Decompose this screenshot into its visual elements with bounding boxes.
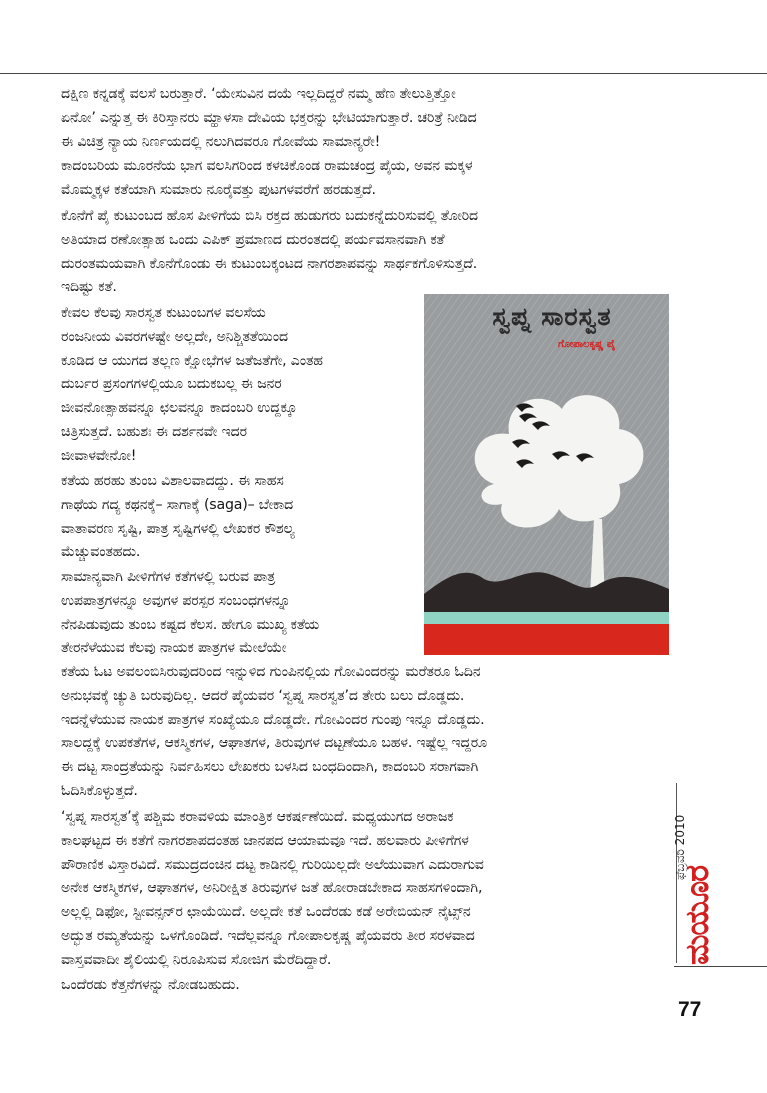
article-paragraph: ಸಾಮಾನ್ಯವಾಗಿ ಪೀಳಿಗೆಗಳ ಕತೆಗಳಲ್ಲಿ ಬರುವ ಪಾತ್ರ ಉಪಪಾತ್ರಗಳನ್ನೂ ಅವುಗಳ ಪರಸ್ಪರ ಸಂಬಂಧಗಳನ್ನೂ ನೆನಪಿಡುವುದು ತುಂಬ ಕಷ್ಟದ ಕೆಲಸ. ಹೇಗೂ ಮುಖ್ಯ ಕತೆಯ ತೇರನೆಳೆಯುವ ಕೆಲವು ನಾಯಕ ಪಾತ್ರಗಳ ಮೇಲೆಯೇ: [61, 569, 320, 657]
article-paragraph: ಕೊನೆಗೆ ಪೈ ಕುಟುಂಬದ ಹೊಸ ಪೀಳಿಗೆಯ ಬಿಸಿ ರಕ್ತದ ಹುಡುಗರು ಬದುಕನ್ನೆದುರಿಸುವಲ್ಲಿ ತೋರಿದ ಅತಿಯಾದ ರಣೋತ್ಸಾಹ ಒಂದು ಎಪಿಕ್ ಪ್ರಮಾಣದ ದುರಂತದಲ್ಲಿ ಪರ್ಯವಸಾನವಾಗಿ ಕತೆ ದುರಂತಮಯವಾಗಿ ಕೊನೆಗೊಂಡು ಈ ಕುಟುಂಬಕ್ಕಂಟದ ನಾಗರಶಾಪವನ್ನು ಸಾರ್ಥಕಗೊಳಿಸುತ್ತದೆ. ಇದಿಷ್ಟು ಕತೆ.: [61, 208, 479, 296]
book-cover-image: [424, 294, 669, 655]
page-number: 77: [678, 998, 702, 1021]
footer-rule: [674, 966, 767, 967]
magazine-name: ಮಯೂರ: [678, 865, 716, 965]
article-paragraph: ಕಾದಂಬರಿಯ ಮೂರನೆಯ ಭಾಗ ವಲಸಿಗರಿಂದ ಕಳಚಿಕೊಂಡ ರಾಮಚಂದ್ರ ಪೈಯ, ಅವನ ಮಕ್ಕಳ ಮೊಮ್ಮಕ್ಕಳ ಕತೆಯಾಗಿ ಸುಮಾರು ನೂರೈವತ್ತು ಪುಟಗಳವರೆಗೆ ಹರಡುತ್ತದೆ.: [61, 158, 473, 198]
article-paragraph: ಒಂದೆರಡು ಕೆತ್ತನೆಗಳನ್ನು ನೋಡಬಹುದು.: [61, 977, 240, 993]
article-paragraph: ಕೇವಲ ಕೆಲವು ಸಾರಸ್ವತ ಕುಟುಂಬಗಳ ವಲಸೆಯ ರಂಜನೀಯ ವಿವರಗಳಷ್ಟೇ ಅಲ್ಲದೇ, ಅನಿಶ್ಚಿತತೆಯಿಂದ ಕೂಡಿದ ಆ ಯುಗದ ತಲ್ಲಣ ಕ್ಷೋಭೆಗಳ ಜತೆಜತೆಗೇ, ಎಂತಹ ದುರ್ಬರ ಪ್ರಸಂಗಗಳಲ್ಲಿಯೂ ಬದುಕಬಲ್ಲ ಈ ಜನರ ಜೀವನೋತ್ಸಾಹವನ್ನೂ ಛಲವನ್ನೂ ಕಾದಂಬರಿ ಉದ್ದಕ್ಕೂ ಚಿತ್ರಿಸುತ್ತದೆ. ಬಹುಶಃ ಈ ದರ್ಶನವೇ ಇದರ ಜೀವಾಳವೇನೋ!: [61, 305, 323, 464]
article-paragraph: ದಕ್ಷಿಣ ಕನ್ನಡಕ್ಕೆ ವಲಸೆ ಬರುತ್ತಾರೆ. ‘ಯೇಸುವಿನ ದಯೆ ಇಲ್ಲದಿದ್ದರೆ ನಮ್ಮ ಹೆಣ ತೇಲುತ್ತಿತ್ತೋ ಏನೋ’ ಎನ್ನುತ್ತ ಈ ಕಿರಿಸ್ತಾನರು ಮ್ಹಾಳಸಾ ದೇವಿಯ ಭಕ್ತರನ್ನು ಭೇಟಿಯಾಗುತ್ತಾರೆ. ಚರಿತ್ರೆ ನೀಡಿದ ಈ ವಿಚಿತ್ರ ನ್ಯಾಯ ನಿರ್ಣಯದಲ್ಲಿ ನಲುಗಿದವರೂ ಗೋವೆಯ ಸಾಮಾನ್ಯರೇ!: [61, 86, 477, 150]
article-paragraph: ‘ಸ್ವಪ್ನ ಸಾರಸ್ವತ’ಕ್ಕೆ ಪಶ್ಚಿಮ ಕರಾವಳಿಯ ಮಾಂತ್ರಿಕ ಆಕರ್ಷಣೆಯಿದೆ. ಮಧ್ಯಯುಗದ ಅರಾಜಕ ಕಾಲಘಟ್ಟದ ಈ ಕತೆಗೆ ನಾಗರಶಾಪದಂತಹ ಜಾನಪದ ಆಯಾಮವೂ ಇದೆ. ಹಲವಾರು ಪೀಳಿಗೆಗಳ ಪೌರಾಣಿಕ ವಿಸ್ತಾರವಿದೆ. ಸಮುದ್ರದಂಚಿನ ದಟ್ಟ ಕಾಡಿನಲ್ಲಿ ಗುರಿಯಿಲ್ಲದೇ ಅಲೆಯುವಾಗ ಎದುರಾಗುವ ಅನೇಕ ಆಕಸ್ಮಿಕಗಳ, ಆಘಾತಗಳ, ಅನಿರೀಕ್ಷಿತ ತಿರುವುಗಳ ಜತೆ ಹೋರಾಡಬೇಕಾದ ಸಾಹಸಗಳಿಂದಾಗಿ, ಅಲ್ಲಲ್ಲಿ ಡಿಫೋ, ಸ್ಟೀವನ್ಸನ್‌ರ ಛಾಯೆಯಿದೆ. ಅಲ್ಲದೇ ಕತೆ ಒಂದೆರಡು ಕಡೆ ಅರೇಬಿಯನ್ ನೈಟ್ಸ್‌ನ ಅದ್ಭುತ ರಮ್ಯತೆಯನ್ನು ಒಳಗೊಂಡಿದೆ. ಇದೆಲ್ಲವನ್ನೂ ಗೋಪಾಲಕೃಷ್ಣ ಪೈಯವರು ತೀರ ಸರಳವಾದ ವಾಸ್ತವವಾದೀ ಶೈಲಿಯಲ್ಲಿ ನಿರೂಪಿಸುವ ಸೋಜಿಗ ಮೆರೆದಿದ್ದಾರೆ.: [61, 809, 484, 968]
cover-water: [424, 612, 669, 624]
issue-date: ಫೆಬ್ರವರಿ 2010: [673, 814, 687, 880]
cover-author: ಗೋಪಾಲಕೃಷ್ಣ ಪೈ: [558, 339, 616, 350]
header-rule: [0, 73, 767, 74]
article-paragraph: ಕತೆಯ ಓಟ ಅವಲಂಬಿಸಿರುವುದರಿಂದ ಇನ್ನುಳಿದ ಗುಂಪಿನಲ್ಲಿಯ ಗೋವಿಂದರನ್ನು ಮರೆತರೂ ಓದಿನ ಅನುಭವಕ್ಕೆ ಚ್ಯುತಿ ಬರುವುದಿಲ್ಲ. ಆದರೆ ಪೈಯವರ ‘ಸ್ವಪ್ನ ಸಾರಸ್ವತ’ದ ತೇರು ಬಲು ದೊಡ್ಡದು. ಇದನ್ನೆಳೆಯುವ ನಾಯಕ ಪಾತ್ರಗಳ ಸಂಖ್ಯೆಯೂ ದೊಡ್ಡದೇ. ಗೋವಿಂದರ ಗುಂಪು ಇನ್ನೂ ದೊಡ್ಡದು. ಸಾಲದ್ದಕ್ಕೆ ಉಪಕತೆಗಳ, ಆಕಸ್ಮಿಕಗಳ, ಆಘಾತಗಳ, ತಿರುವುಗಳ ದಟ್ಟಣೆಯೂ ಬಹಳ. ಇಷ್ಟೆಲ್ಲ ಇದ್ದರೂ ಈ ದಟ್ಟ ಸಾಂದ್ರತೆಯನ್ನು ನಿರ್ವಹಿಸಲು ಲೇಖಕರು ಬಳಸಿದ ಬಂಧದಿಂದಾಗಿ, ಕಾದಂಬರಿ ಸರಾಗವಾಗಿ ಓದಿಸಿಕೊಳ್ಳುತ್ತದೆ.: [61, 664, 488, 799]
article-paragraph: ಕತೆಯ ಹರಹು ತುಂಬ ವಿಶಾಲವಾದದ್ದು. ಈ ಸಾಹಸ ಗಾಥೆಯ ಗದ್ಯ ಕಥನಕ್ಕೆ– ಸಾಗಾಕ್ಕೆ (saga)– ಬೇಕಾದ ವಾತಾವರಣ ಸೃಷ್ಟಿ, ಪಾತ್ರ ಸೃಷ್ಟಿಗಳಲ್ಲಿ ಲೇಖಕರ ಕೌಶಲ್ಯ ಮೆಚ್ಚುವಂತಹದು.: [61, 473, 295, 561]
cover-ground: [424, 624, 669, 655]
cover-title: ಸ್ವಪ್ನ ಸಾರಸ್ವತ: [492, 302, 612, 331]
